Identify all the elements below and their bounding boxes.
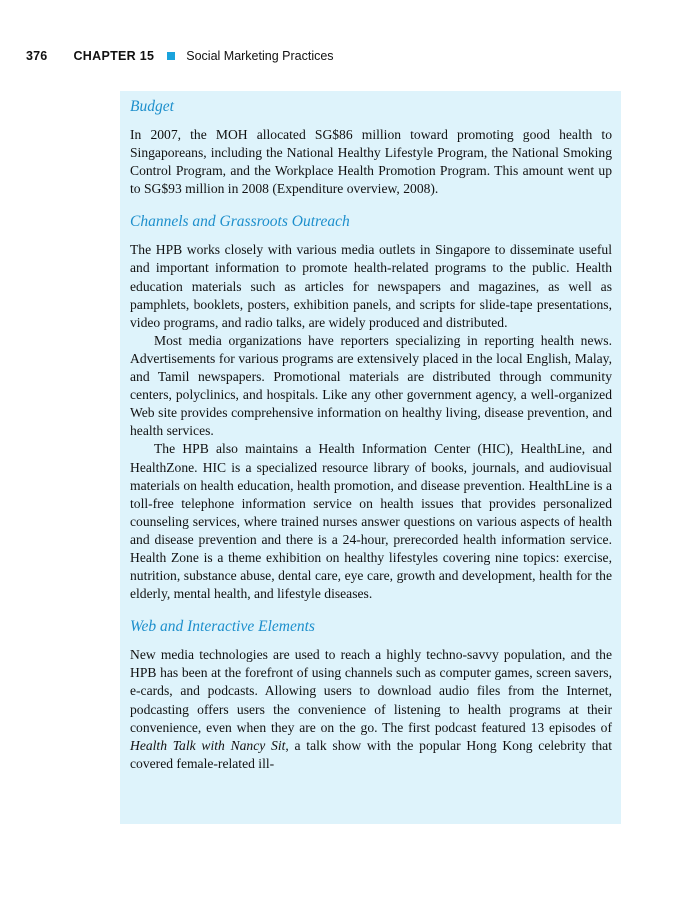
channels-heading: Channels and Grassroots Outreach bbox=[130, 213, 350, 231]
page-number: 376 bbox=[26, 49, 48, 63]
web-interactive-heading: Web and Interactive Elements bbox=[130, 618, 315, 636]
channels-paragraph-2: Most media organizations have reporters specializing in reporting health news. Advertisements for various programs are extensively placed in the local English, Malay, and Tamil newspapers. Promotional materials are distributed through community centers, polyclinics, and hospitals. Like any other government agency, a well-organized Web site provides comprehensive information on healthy living, disease prevention, and health services. bbox=[130, 332, 612, 439]
channels-paragraph-1: The HPB works closely with various media outlets in Singapore to disseminate useful and important information to promote health-related programs to the public. Health education materials such as articles for newspapers and magazines, as well as pamphlets, booklets, posters, exhibition panels, and scripts for slide-tape presentations, video programs, and radio talks, are widely produced and distributed. bbox=[130, 242, 612, 330]
case-study-sidebar bbox=[120, 91, 621, 824]
budget-paragraph: In 2007, the MOH allocated SG$86 million toward promoting good health to Singaporeans, including the National Healthy Lifestyle Program, the National Smoking Control Program, and the Workplace Health Promotion Program. This amount went up to SG$93 million in 2008 (Expenditure overview, 2008). bbox=[130, 127, 612, 197]
channels-paragraph-3: The HPB also maintains a Health Information Center (HIC), HealthLine, and HealthZone. HIC is a specialized resource library of books, journals, and audiovisual materials on health education, health promotion, and disease prevention. HealthLine is a toll-free telephone information service on health issues that provides personalized counseling services, where trained nurses answer questions on various aspects of health and disease prevention and there is a 24-hour, prerecorded health information service. Health Zone is a theme exhibition on healthy lifestyles covering nine topics: exercise, nutrition, substance abuse, dental care, eye care, growth and development, health for the elderly, mental health, and lifestyle diseases. bbox=[130, 441, 612, 602]
chapter-label: CHAPTER 15 bbox=[73, 49, 155, 63]
budget-heading: Budget bbox=[130, 98, 174, 115]
running-head bbox=[26, 46, 334, 66]
blue-square-icon bbox=[167, 52, 175, 60]
web-paragraph-tail: , a talk show with the popular Hong Kong celebrity that covered female-related ill- bbox=[130, 737, 612, 771]
web-paragraph-main: New media technologies are used to reach a highly techno-savvy population, and the HPB has been at the forefront of using channels such as computer games, screen savers, e-cards, and podcasts. Allowing users to download audio files from the Internet, podcasting offers users the convenience of listening to health programs at their convenience, even when they are on the go. bbox=[130, 647, 612, 735]
web-paragraph-lead: The first podcast featured 13 episodes of bbox=[382, 719, 612, 735]
web-paragraph bbox=[130, 646, 612, 773]
running-section-title: Social Marketing Practices bbox=[186, 49, 334, 63]
podcast-title: Health Talk with Nancy Sit bbox=[130, 737, 286, 753]
